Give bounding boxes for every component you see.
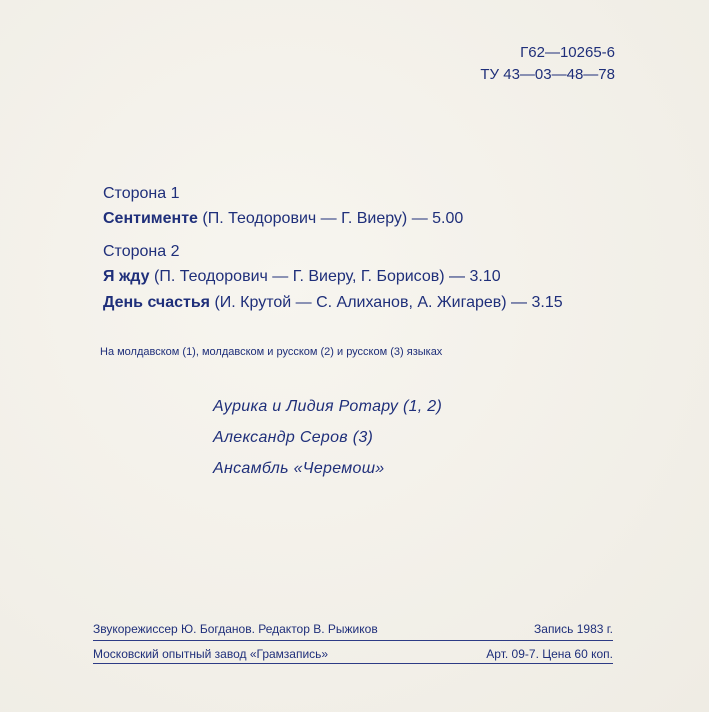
track-title: День счастья (103, 294, 211, 311)
side-1-label: Сторона 1 (103, 185, 180, 202)
factory-name: Московский опытный завод «Грамзапись» (93, 647, 329, 661)
credits-row (93, 619, 613, 641)
side-2-label: Сторона 2 (103, 243, 180, 260)
footer-credits (93, 619, 613, 664)
catalog-number: Г62—10265-6 (520, 44, 615, 61)
catalog-codes (480, 42, 615, 86)
track-credits: (И. Крутой — С. Алиханов, А. Жигарев) — 3.15 (210, 294, 563, 311)
track-title: Я жду (103, 268, 150, 285)
artist-item: Аурика и Лидия Ротару (1, 2) (213, 398, 443, 415)
artists-list (213, 394, 442, 487)
artist-item: Александр Серов (3) (213, 429, 374, 446)
recording-year: Запись 1983 г. (534, 622, 613, 636)
publisher-row (93, 641, 613, 664)
track-credits: (П. Теодорович — Г. Виеру) — 5.00 (197, 210, 464, 227)
track-item (103, 264, 663, 290)
languages-note: На молдавском (1), молдавском и русском (2) и русском (3) языках (100, 346, 443, 358)
engineer-editor: Звукорежиссер Ю. Богданов. Редактор В. Рыжиков (93, 622, 378, 636)
track-title: Сентименте (103, 210, 198, 227)
track-credits: (П. Теодорович — Г. Виеру, Г. Борисов) — 3.10 (149, 268, 501, 285)
artist-item: Ансамбль «Черемош» (213, 460, 385, 477)
technical-spec: ТУ 43—03—48—78 (480, 66, 615, 83)
price-info: Арт. 09-7. Цена 60 коп. (486, 647, 613, 661)
track-listing (103, 182, 663, 316)
track-item (103, 206, 663, 232)
track-item (103, 290, 663, 316)
